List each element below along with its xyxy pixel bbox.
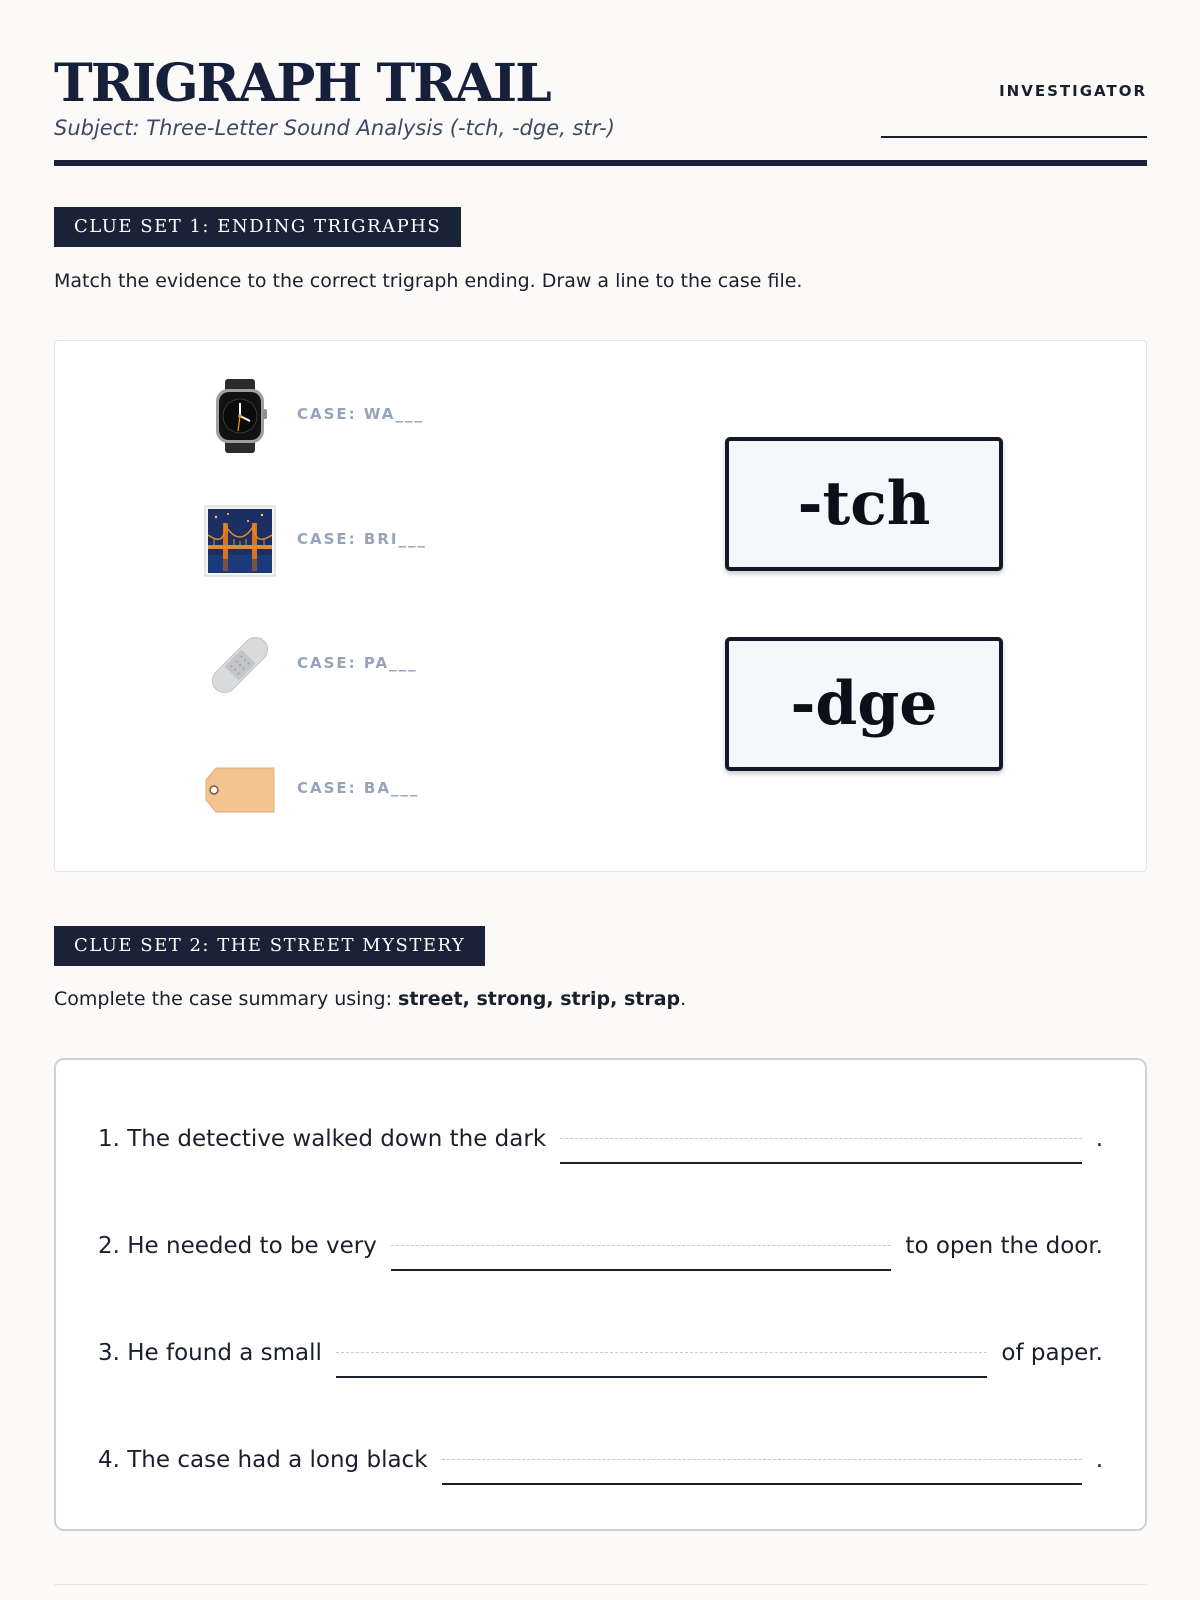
bandage-icon: [203, 628, 277, 702]
investigator-label: INVESTIGATOR: [999, 82, 1147, 100]
answer-blank[interactable]: [391, 1225, 892, 1271]
page-title: TRIGRAPH TRAIL: [54, 53, 550, 114]
sentence-end: .: [1095, 1126, 1103, 1152]
sentence-1: [98, 1114, 1103, 1164]
case-summary-panel: [54, 1058, 1147, 1531]
page-subtitle: Subject: Three-Letter Sound Analysis (-tch, -dge, str-): [54, 116, 615, 140]
case-label: CASE: BA___: [297, 779, 420, 797]
case-label: CASE: WA___: [297, 405, 424, 423]
instructions-suffix: .: [680, 988, 687, 1010]
sentence-2: [98, 1221, 1103, 1271]
answer-blank[interactable]: [560, 1118, 1082, 1164]
case-label: CASE: BRI___: [297, 530, 427, 548]
evidence-tag[interactable]: [203, 753, 463, 833]
instructions-prefix: Complete the case summary using:: [54, 988, 399, 1010]
evidence-bridge[interactable]: [203, 504, 463, 584]
watch-icon: [203, 379, 277, 453]
evidence-bandage[interactable]: [203, 628, 463, 708]
sentence-end: .: [1095, 1447, 1103, 1473]
evidence-watch[interactable]: [203, 379, 463, 459]
answer-blank[interactable]: [336, 1332, 987, 1378]
sentence-end: of paper.: [1001, 1340, 1103, 1366]
trigraph-target-dge[interactable]: -dge: [725, 637, 1003, 771]
tag-icon: [203, 753, 277, 827]
header-divider: [54, 160, 1147, 166]
sentence-text: 3. He found a small: [98, 1340, 322, 1366]
sentence-3: [98, 1328, 1103, 1378]
answer-blank[interactable]: [442, 1439, 1082, 1485]
footer-divider: [54, 1584, 1147, 1585]
case-label: CASE: PA___: [297, 654, 418, 672]
trigraph-target-tch[interactable]: -tch: [725, 437, 1003, 571]
clue-set-1-heading: CLUE SET 1: ENDING TRIGRAPHS: [54, 207, 461, 247]
sentence-4: [98, 1435, 1103, 1485]
sentence-text: 1. The detective walked down the dark: [98, 1126, 547, 1152]
sentence-end: to open the door.: [905, 1233, 1103, 1259]
sentence-text: 4. The case had a long black: [98, 1447, 428, 1473]
matching-panel: [54, 340, 1147, 872]
clue-set-2-instructions: [54, 988, 686, 1010]
clue-set-2-heading: CLUE SET 2: THE STREET MYSTERY: [54, 926, 485, 966]
word-bank: street, strong, strip, strap: [398, 988, 681, 1010]
worksheet-page: [54, 0, 1147, 1600]
clue-set-1-instructions: Match the evidence to the correct trigraph ending. Draw a line to the case file.: [54, 270, 803, 292]
bridge-icon: [203, 504, 277, 578]
investigator-name-line[interactable]: [881, 136, 1147, 138]
sentence-text: 2. He needed to be very: [98, 1233, 377, 1259]
